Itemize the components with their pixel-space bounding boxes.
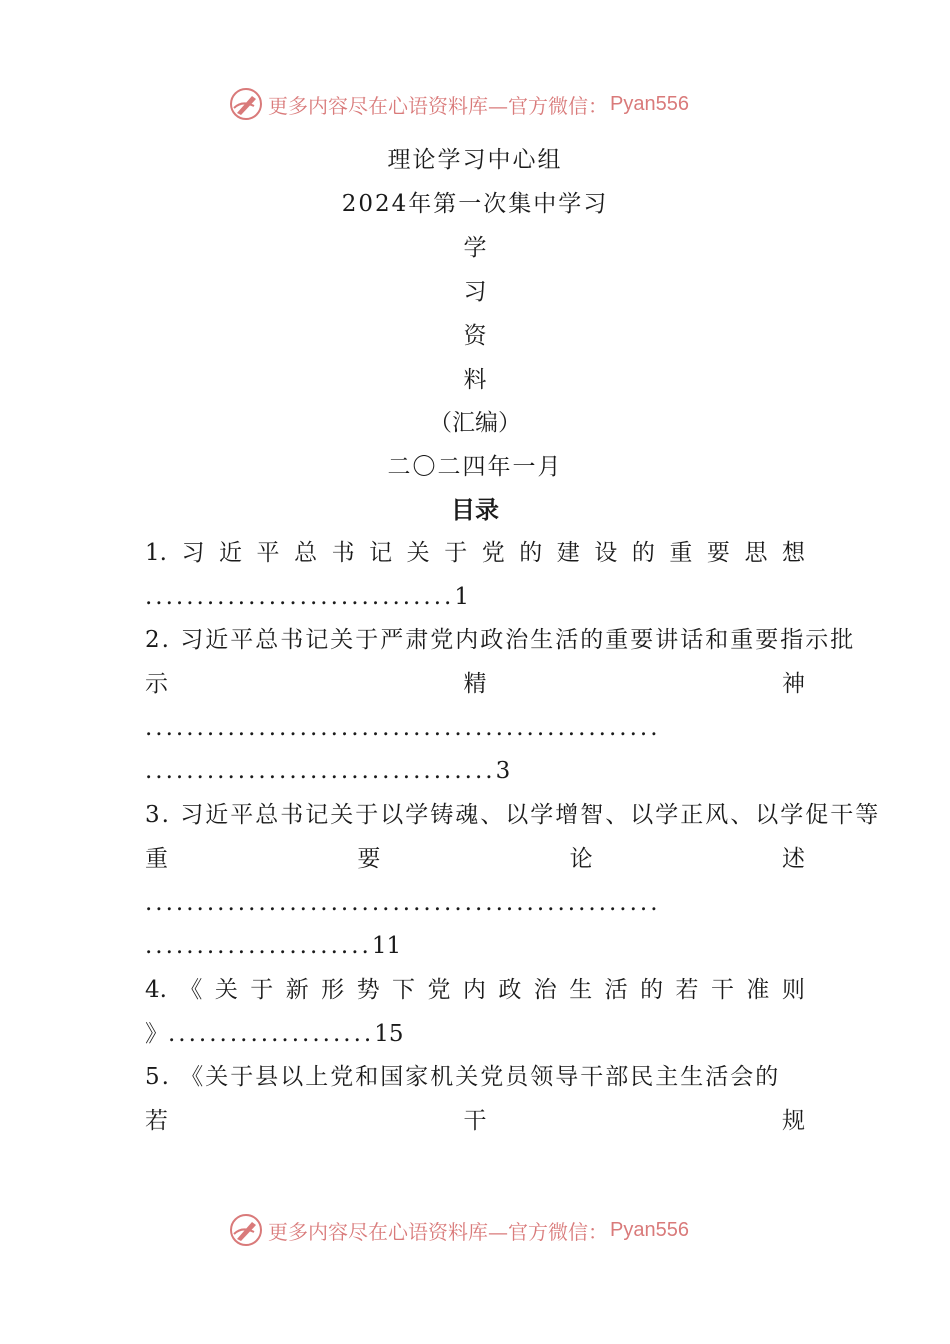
toc-line[interactable] [145,1019,805,1049]
toc-page-number: 3 [495,758,511,784]
toc-line[interactable] [145,888,805,918]
toc-char: 神 [782,671,805,697]
toc-line[interactable] [145,625,856,655]
toc-line[interactable] [145,538,805,568]
toc-line[interactable] [145,756,805,786]
toc-char: 势 [356,977,380,1003]
toc-char: 重 [669,540,693,566]
toc-char: 干 [710,977,734,1003]
toc-title: 目录 [451,496,499,524]
toc-char: 书 [331,540,355,566]
toc-char: 活 [604,977,628,1003]
toc-char: 1. [145,540,167,566]
toc-leader-dots: ...................... [145,933,372,959]
toc-char: 治 [533,977,557,1003]
toc-char: 形 [321,977,345,1003]
toc-page-number: 11 [371,933,402,959]
toc-char: 建 [556,540,580,566]
toc-char: 关 [214,977,238,1003]
toc-leader-dots: .................................................. [145,715,661,741]
toc-char: 则 [781,977,805,1003]
toc-char: 的 [640,977,664,1003]
pen-logo-icon [228,1212,264,1248]
toc-line[interactable] [145,800,881,830]
watermark-text: 更多内容尽在心语资料库—官方微信： [268,93,608,118]
toc-char: 新 [285,977,309,1003]
toc-leader-dots: .............................. [145,584,455,610]
toc-char: 关 [406,540,430,566]
toc-line[interactable] [145,582,805,612]
toc-char: 记 [369,540,393,566]
cover-date: 二〇二四年一月 [387,454,563,480]
cover-title-line2: 2024年第一次集中学习 [341,191,609,217]
toc-char: 政 [498,977,522,1003]
toc-char: 《 [179,977,203,1003]
toc-char: 规 [782,1108,805,1134]
watermark-id: Pyan556 [610,1218,689,1241]
toc-char: 下 [392,977,416,1003]
cover-vertical-char: 习 [463,279,487,305]
cover-compile-label: （汇编） [429,410,521,436]
toc-char: 要 [706,540,730,566]
watermark-id: Pyan556 [610,92,689,115]
toc-char: 4. [145,977,167,1003]
toc-line[interactable] [145,713,805,743]
toc-char: 重 [145,846,168,872]
toc-char: 述 [781,846,805,872]
cover-vertical-char: 学 [463,235,487,261]
toc-line[interactable] [145,844,805,874]
toc-char: 思 [744,540,768,566]
cover-title-line1: 理论学习中心组 [387,147,563,173]
pen-logo-icon [228,86,264,122]
toc-char: 若 [675,977,699,1003]
toc-char: 于 [444,540,468,566]
toc-char: 论 [569,846,593,872]
toc-char: 党 [427,977,451,1003]
watermark-banner-bottom [228,1212,689,1248]
toc-char: 设 [594,540,618,566]
toc-char: 习 [181,540,205,566]
toc-char: 平 [256,540,280,566]
toc-entry-text: 》 [145,1021,168,1047]
toc-line[interactable] [145,669,805,699]
toc-char: 示 [145,671,168,697]
toc-leader-dots: .................... [168,1021,375,1047]
toc-entry-text: 2. 习近平总书记关于严肃党内政治生活的重要讲话和重要指示批 [145,627,856,653]
toc-char: 近 [219,540,243,566]
toc-page-number: 15 [374,1021,404,1047]
toc-leader-dots: .................................. [145,758,496,784]
toc-entry-text: 5. 《关于县以上党和国家机关党员领导干部民主生活会的 [145,1064,781,1090]
toc-line[interactable] [145,975,805,1005]
toc-char: 的 [519,540,543,566]
toc-leader-dots: .................................................. [145,890,661,916]
cover-vertical-char: 资 [463,323,487,349]
cover-vertical-char: 料 [463,367,487,393]
toc-char: 精 [463,671,487,697]
toc-char: 生 [569,977,593,1003]
toc-char: 党 [481,540,505,566]
watermark-text: 更多内容尽在心语资料库—官方微信： [268,1219,608,1244]
toc-char: 要 [357,846,381,872]
toc-entry-text: 3. 习近平总书记关于以学铸魂、以学增智、以学正风、以学促干等 [145,802,881,828]
toc-page-number: 1 [454,584,469,610]
watermark-banner-top [228,86,689,122]
toc-char: 内 [462,977,486,1003]
toc-char: 的 [631,540,655,566]
toc-line[interactable] [145,931,805,961]
toc-char: 于 [250,977,274,1003]
toc-line[interactable] [145,1106,805,1136]
toc-char: 准 [746,977,770,1003]
toc-char: 干 [463,1108,487,1134]
toc-char: 想 [781,540,805,566]
toc-char: 若 [145,1108,168,1134]
toc-char: 总 [294,540,318,566]
toc-line[interactable] [145,1062,805,1092]
